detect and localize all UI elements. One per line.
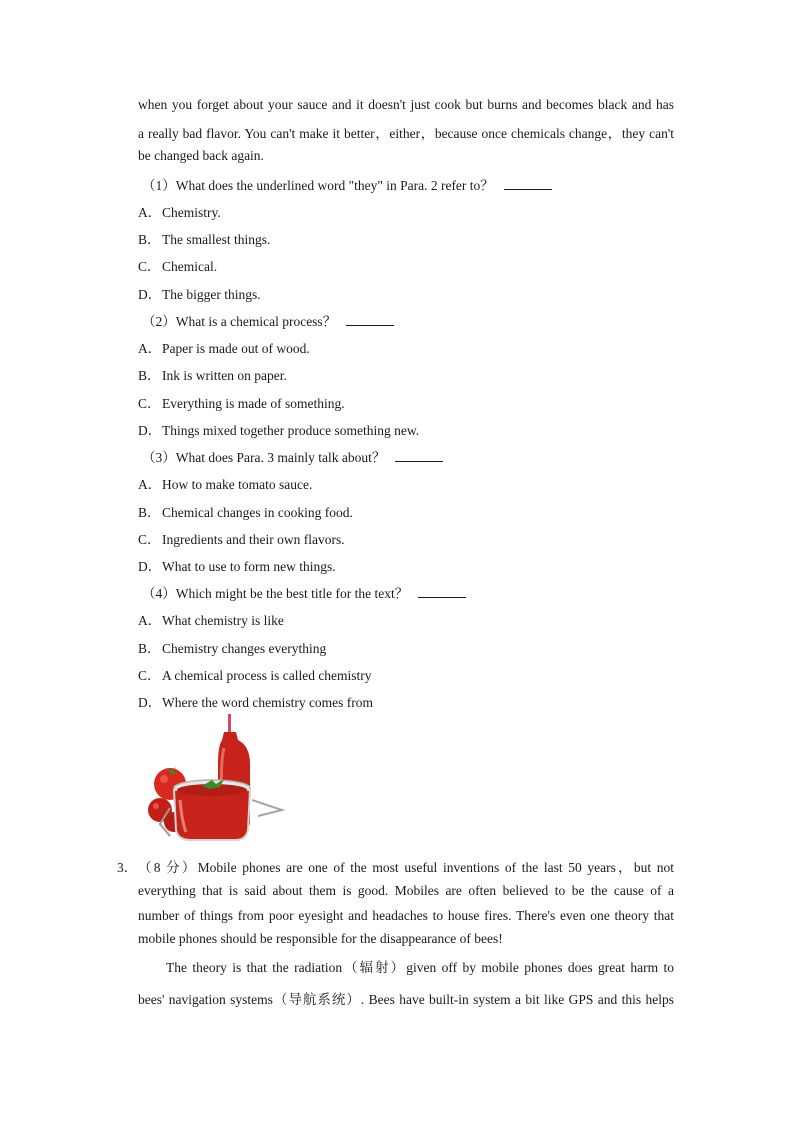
option-letter: B． xyxy=(138,368,161,383)
option-text: The bigger things. xyxy=(162,287,261,302)
option-letter: A． xyxy=(138,341,162,356)
option-letter: A． xyxy=(138,205,162,220)
option xyxy=(138,637,326,657)
question-number: 3． xyxy=(117,860,138,875)
question-4-stem xyxy=(142,582,466,602)
question-stem-text: （4）Which might be the best title for the text？ xyxy=(142,586,409,601)
option-letter: C． xyxy=(138,668,161,683)
option xyxy=(138,419,419,439)
option xyxy=(138,691,373,711)
intro-line-3: be changed back again. xyxy=(138,148,264,163)
option xyxy=(138,473,312,493)
question-1-stem xyxy=(142,174,552,194)
option xyxy=(138,255,217,275)
option xyxy=(138,364,287,384)
option xyxy=(138,283,261,303)
question-3-stem xyxy=(142,446,443,466)
option-letter: D． xyxy=(138,559,162,574)
answer-blank xyxy=(504,177,552,190)
option-text: Ink is written on paper. xyxy=(162,368,287,383)
option xyxy=(138,392,345,412)
option-text: Paper is made out of wood. xyxy=(162,341,310,356)
option-text: Chemical changes in cooking food. xyxy=(162,505,353,520)
option xyxy=(138,228,270,248)
question-stem-text: （2）What is a chemical process？ xyxy=(142,314,337,329)
question-stem-text: （3）What does Para. 3 mainly talk about？ xyxy=(142,450,386,465)
option-letter: C． xyxy=(138,396,161,411)
option xyxy=(138,337,310,357)
option xyxy=(138,609,284,629)
option-text: How to make tomato sauce. xyxy=(162,477,313,492)
option xyxy=(138,664,372,684)
intro-line-2: a really bad flavor. You can't make it better，either，because once chemicals change，they can't xyxy=(138,126,674,141)
option-letter: A． xyxy=(138,613,162,628)
option-text: Things mixed together produce something new. xyxy=(162,423,420,438)
option-text: Where the word chemistry comes from xyxy=(162,695,374,710)
section3-line-4: mobile phones should be responsible for the disappearance of bees! xyxy=(138,931,503,946)
option xyxy=(138,501,353,521)
option xyxy=(138,528,345,548)
option-text: Chemistry changes everything xyxy=(162,641,327,656)
sauce-jar-icon xyxy=(174,790,250,840)
section3-line-5: The theory is that the radiation（辐射）given off by mobile phones does great harm to xyxy=(166,960,674,975)
option-letter: D． xyxy=(138,423,162,438)
option-letter: C． xyxy=(138,259,161,274)
option xyxy=(138,201,221,221)
answer-blank xyxy=(395,449,443,462)
option-letter: B． xyxy=(138,641,161,656)
answer-blank xyxy=(418,585,466,598)
answer-blank xyxy=(346,313,394,326)
section3-line-6: bees' navigation systems（导航系统）. Bees have built-in system a bit like GPS and this helps xyxy=(138,992,674,1007)
option-text: The smallest things. xyxy=(162,232,271,247)
option-text: Chemical. xyxy=(162,259,218,274)
option-letter: B． xyxy=(138,505,161,520)
option-letter: D． xyxy=(138,695,162,710)
option-text: Everything is made of something. xyxy=(162,396,345,411)
tomato-sauce-image xyxy=(140,712,295,844)
section3-line-2: everything that is said about them is good. Mobiles are often believed to be the cause of a xyxy=(138,883,674,898)
option-text: What to use to form new things. xyxy=(162,559,336,574)
option xyxy=(138,555,336,575)
option-letter: D． xyxy=(138,287,162,302)
section3-line-1: （8 分）Mobile phones are one of the most useful inventions of the last 50 years，but not xyxy=(138,860,674,875)
option-text: Ingredients and their own flavors. xyxy=(162,532,345,547)
option-text: Chemistry. xyxy=(162,205,221,220)
section3-line-3: number of things from poor eyesight and headaches to house fires. There's even one theory that xyxy=(138,908,674,923)
option-text: What chemistry is like xyxy=(162,613,284,628)
option-text: A chemical process is called chemistry xyxy=(162,668,372,683)
question-2-stem xyxy=(142,310,394,330)
intro-line-1: when you forget about your sauce and it doesn't just cook but burns and becomes black and has xyxy=(138,97,674,112)
question-stem-text: （1）What does the underlined word "they" in Para. 2 refer to？ xyxy=(142,178,494,193)
option-letter: C． xyxy=(138,532,161,547)
option-letter: B． xyxy=(138,232,161,247)
option-letter: A． xyxy=(138,477,162,492)
